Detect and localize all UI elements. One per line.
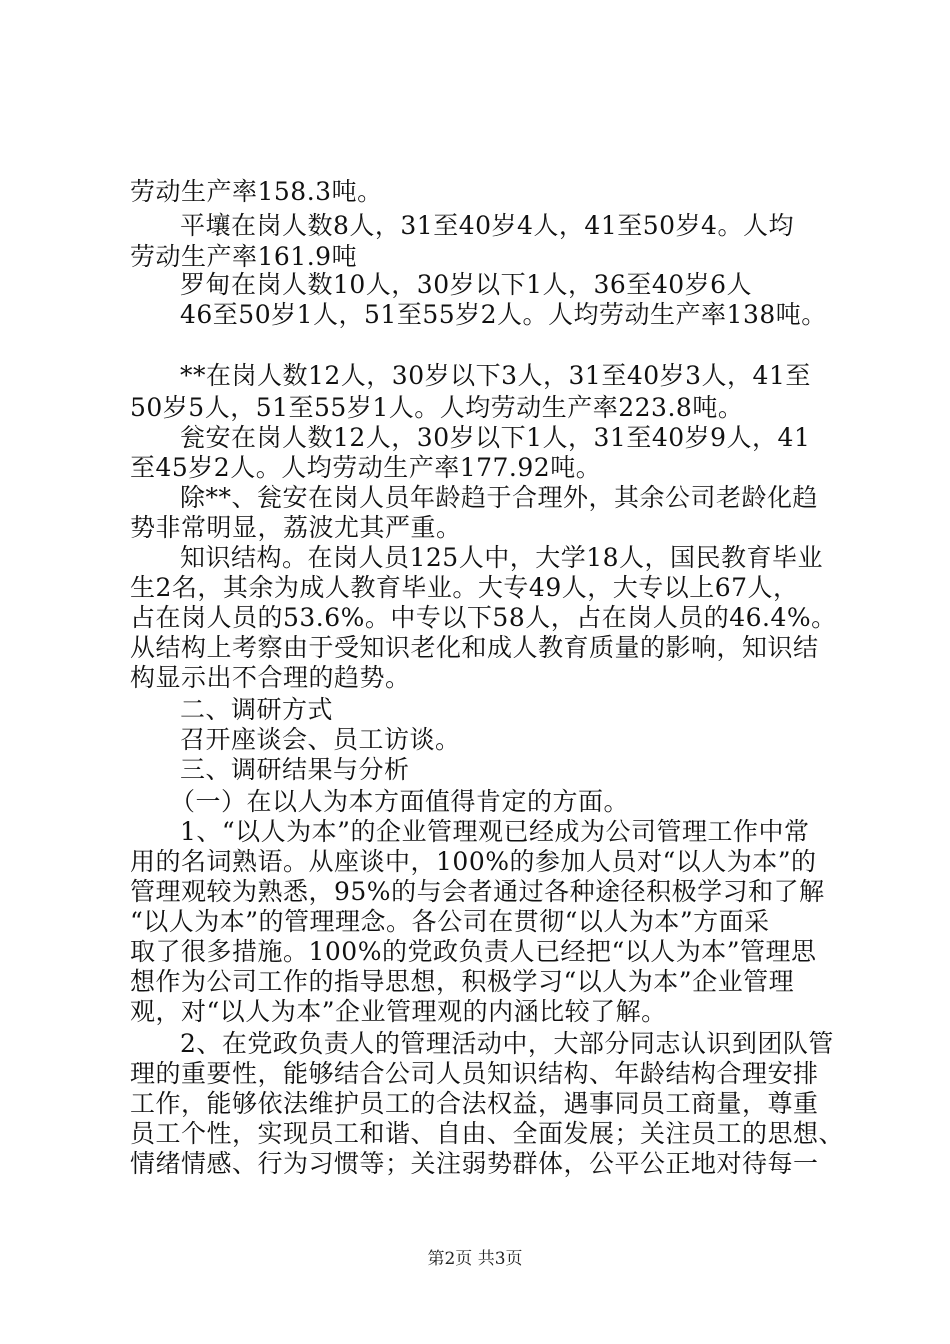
- text-line: 工作，能够依法维护员工的合法权益，遇事同员工商量，尊重: [130, 1089, 819, 1118]
- section-heading: 三、调研结果与分析: [180, 755, 410, 784]
- text-line: 生2名，其余为成人教育毕业。大专49人，大专以上67人，: [130, 573, 799, 602]
- section-heading: 二、调研方式: [180, 695, 334, 724]
- text-line: 取了很多措施。100%的党政负责人已经把“以人为本”管理思: [130, 937, 817, 966]
- text-line: 想作为公司工作的指导思想，积极学习“以人为本”企业管理: [130, 967, 795, 996]
- text-line: 从结构上考察由于受知识老化和成人教育质量的影响，知识结: [130, 633, 819, 662]
- text-line: 46至50岁1人，51至55岁2人。人均劳动生产率138吨。: [180, 300, 827, 329]
- text-line: 势非常明显，荔波尤其严重。: [130, 513, 462, 542]
- text-line: 用的名词熟语。从座谈中，100%的参加人员对“以人为本”的: [130, 847, 817, 876]
- subsection-heading: （一）在以人为本方面值得肯定的方面。: [170, 787, 630, 816]
- text-line: 瓮安在岗人数12人，30岁以下1人，31至40岁9人，41: [180, 423, 811, 452]
- text-line: “以人为本”的管理理念。各公司在贯彻“以人为本”方面采: [130, 907, 770, 936]
- text-line: 理的重要性，能够结合公司人员知识结构、年龄结构合理安排: [130, 1059, 819, 1088]
- page-footer: 第2页 共3页: [427, 1249, 523, 1269]
- text-line: 50岁5人，51至55岁1人。人均劳动生产率223.8吨。: [130, 393, 744, 422]
- text-line: **在岗人数12人，30岁以下3人，31至40岁3人，41至: [180, 361, 811, 390]
- text-line: 1、“以人为本”的企业管理观已经成为公司管理工作中常: [180, 817, 810, 846]
- text-line: 员工个性，实现员工和谐、自由、全面发展；关注员工的思想、: [130, 1119, 845, 1148]
- text-line: 构显示出不合理的趋势。: [130, 663, 411, 692]
- text-line: 平壤在岗人数8人，31至40岁4人，41至50岁4。人均: [180, 211, 794, 240]
- text-line: 除**、瓮安在岗人员年龄趋于合理外，其余公司老龄化趋: [180, 483, 819, 512]
- text-line: 至45岁2人。人均劳动生产率177.92吨。: [130, 453, 602, 482]
- text-line: 知识结构。在岗人员125人中，大学18人，国民教育毕业: [180, 543, 824, 572]
- text-line: 管理观较为熟悉，95%的与会者通过各种途径积极学习和了解: [130, 877, 825, 906]
- text-line: 观，对“以人为本”企业管理观的内涵比较了解。: [130, 997, 667, 1026]
- text-line: 占在岗人员的53.6%。中专以下58人，占在岗人员的46.4%。: [130, 603, 837, 632]
- text-line: 罗甸在岗人数10人，30岁以下1人，36至40岁6人: [180, 270, 753, 299]
- text-line: 2、在党政负责人的管理活动中，大部分同志认识到团队管: [180, 1029, 834, 1058]
- text-line: 召开座谈会、员工访谈。: [180, 725, 461, 754]
- text-line: 劳动生产率158.3吨。: [130, 177, 383, 206]
- text-line: 情绪情感、行为习惯等；关注弱势群体，公平公正地对待每一: [130, 1149, 819, 1178]
- text-line: 劳动生产率161.9吨: [130, 242, 358, 271]
